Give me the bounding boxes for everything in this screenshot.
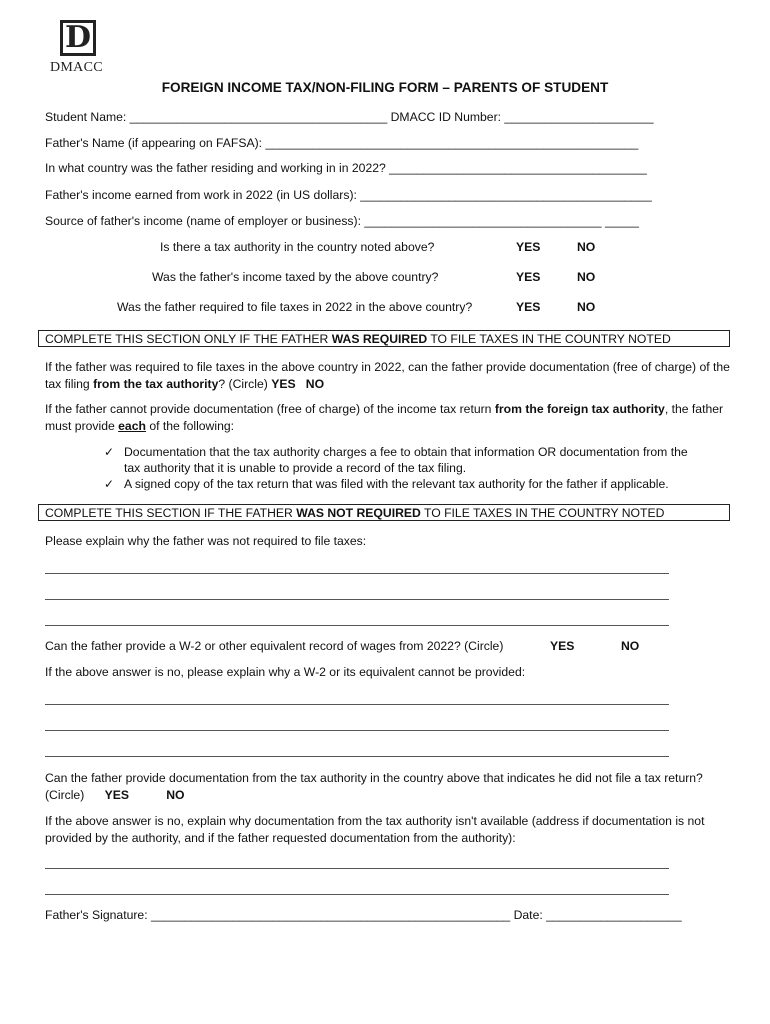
fathers-name-field[interactable]: Father's Name (if appearing on FAFSA): _______________________________________________________ <box>45 136 639 150</box>
answer-line[interactable] <box>45 625 669 626</box>
required-p2-bold: from the foreign tax authority <box>494 402 665 416</box>
w2-explain-prompt: If the above answer is no, please explain why a W-2 or its equivalent cannot be provided: <box>45 665 526 679</box>
w2-question: Can the father provide a W-2 or other equivalent record of wages from 2022? (Circle) <box>45 639 504 653</box>
section-not-required-header-post: TO FILE TAXES IN THE COUNTRY NOTED <box>420 506 665 520</box>
income-taxed-yes[interactable]: YES <box>516 270 541 284</box>
bullet-1-line-1: Documentation that the tax authority charges a fee to obtain that information OR documentation from the <box>124 445 688 459</box>
dmacc-logo <box>50 20 110 78</box>
logo-text: DMACC <box>50 60 103 75</box>
required-p1-circle: ? (Circle) <box>218 377 272 391</box>
source-field[interactable]: Source of father's income (name of employer or business): ___________________________________ _____ <box>45 214 639 228</box>
required-file-yes[interactable]: YES <box>516 300 541 314</box>
answer-line[interactable] <box>45 868 669 869</box>
required-paragraph-2 <box>45 401 730 435</box>
section-not-required-header <box>38 504 730 521</box>
doc-yes[interactable]: YES <box>104 788 129 802</box>
required-p1-yes[interactable]: YES <box>271 377 296 391</box>
income-field[interactable]: Father's income earned from work in 2022 (in US dollars): ___________________________________________ <box>45 188 652 202</box>
explain-prompt: Please explain why the father was not required to file taxes: <box>45 534 367 548</box>
answer-line[interactable] <box>45 756 669 757</box>
w2-no[interactable]: NO <box>621 639 640 653</box>
section-not-required-header-pre: COMPLETE THIS SECTION IF THE FATHER <box>45 506 297 520</box>
section-required-header <box>38 330 730 347</box>
country-field[interactable]: In what country was the father residing and working in in 2022? ______________________________________ <box>45 161 647 175</box>
required-p1-bold: from the tax authority <box>93 377 219 391</box>
required-p2-post: of the following: <box>145 419 235 433</box>
required-p1-text: If the father was required to file taxes in the above country in 2022, can the father provide documentation (free of charge) of the tax filing <box>45 360 730 391</box>
answer-line[interactable] <box>45 704 669 705</box>
answer-line[interactable] <box>45 730 669 731</box>
check-icon: ✓ <box>104 445 115 459</box>
income-taxed-no[interactable]: NO <box>577 270 596 284</box>
bullet-1-line-2: tax authority that it is unable to provide a record of the tax filing. <box>124 461 467 475</box>
tax-authority-yes[interactable]: YES <box>516 240 541 254</box>
required-paragraph-1 <box>45 359 730 393</box>
section-required-header-post: TO FILE TAXES IN THE COUNTRY NOTED <box>427 332 671 346</box>
question-required-file: Was the father required to file taxes in 2022 in the above country? <box>117 300 473 314</box>
student-name-field[interactable]: Student Name: ______________________________________ DMACC ID Number: ______________________ <box>45 110 654 124</box>
bullet-2: A signed copy of the tax return that was filed with the relevant tax authority for the father if applicable. <box>124 477 669 491</box>
doc-circle-label: (Circle) <box>45 788 85 802</box>
required-p2-text: If the father cannot provide documentation (free of charge) of the income tax return <box>45 402 495 416</box>
required-file-no[interactable]: NO <box>577 300 596 314</box>
section-required-header-pre: COMPLETE THIS SECTION ONLY IF THE FATHER <box>45 332 332 346</box>
answer-line[interactable] <box>45 573 669 574</box>
required-p2-mid: , the father must provide <box>45 402 724 433</box>
logo-letter: D <box>60 20 96 56</box>
question-tax-authority: Is there a tax authority in the country noted above? <box>160 240 435 254</box>
check-icon: ✓ <box>104 477 115 491</box>
doc-question-circle <box>45 788 185 802</box>
form-title: FOREIGN INCOME TAX/NON-FILING FORM – PARENTS OF STUDENT <box>161 80 609 95</box>
section-not-required-header-bold: WAS NOT REQUIRED <box>296 506 421 520</box>
answer-line[interactable] <box>45 599 669 600</box>
doc-question: Can the father provide documentation from the tax authority in the country above that indicates he did not file a tax return? <box>45 771 703 785</box>
doc-no[interactable]: NO <box>166 788 185 802</box>
signature-date-field[interactable]: Father's Signature: _____________________________________________________ Date: ____________________ <box>45 908 682 922</box>
w2-yes[interactable]: YES <box>550 639 575 653</box>
question-income-taxed: Was the father's income taxed by the above country? <box>152 270 439 284</box>
doc-explain-prompt: If the above answer is no, explain why documentation from the tax authority isn't available (address if documentation is not provided by the authority, and if the father requested documentation from the authority): <box>45 814 705 845</box>
required-p2-each: each <box>118 419 146 433</box>
tax-authority-no[interactable]: NO <box>577 240 596 254</box>
section-required-header-bold: WAS REQUIRED <box>331 332 428 346</box>
required-p1-no[interactable]: NO <box>305 377 325 391</box>
answer-line[interactable] <box>45 894 669 895</box>
